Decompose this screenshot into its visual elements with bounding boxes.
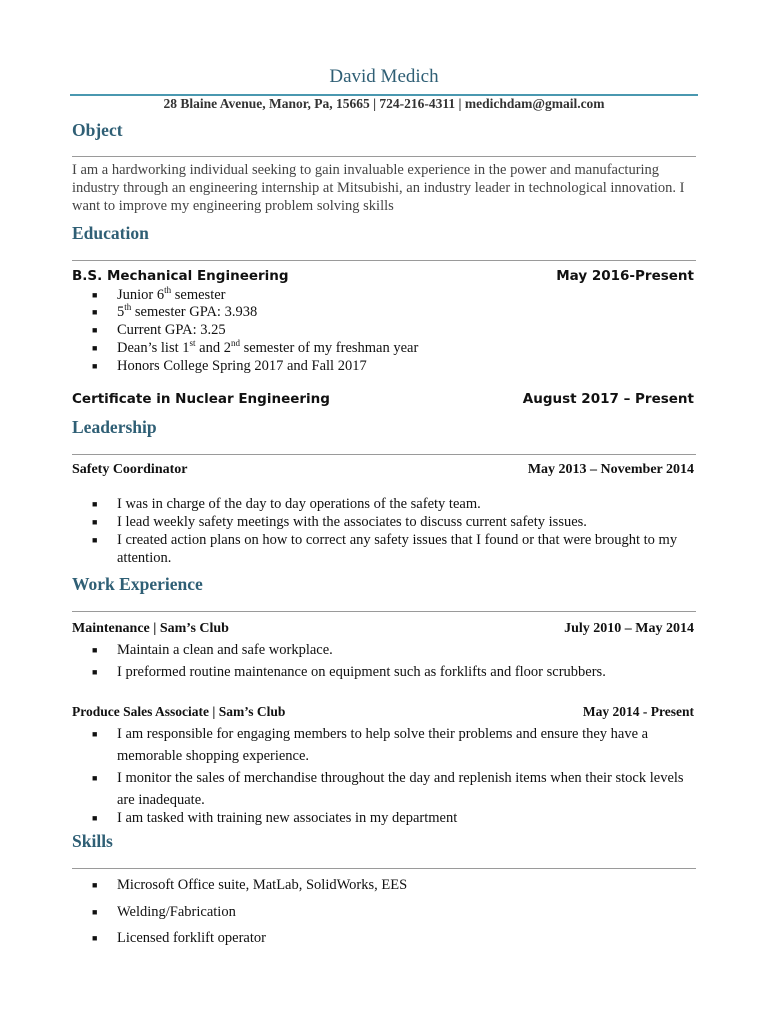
- certificate-dates: August 2017 – Present: [522, 391, 694, 407]
- list-item: ■ I preformed routine maintenance on equipment such as forklifts and floor scrubbers.: [92, 664, 606, 680]
- list-item: ■ I lead weekly safety meetings with the associates to discuss current safety issues.: [92, 514, 587, 530]
- bullet-icon: ■: [92, 933, 98, 943]
- bullet-icon: ■: [92, 343, 98, 353]
- contact-line: 28 Blaine Avenue, Manor, Pa, 15665 | 724-216-4311 | medichdam@gmail.com: [163, 96, 605, 111]
- objective-text: I am a hardworking individual seeking to gain invaluable experience in the power and manufacturing industry through an engineering internship at Mitsubishi, an industry leader in technological innovation. I want to improve my engineering problem solving skills: [72, 162, 685, 214]
- bullet-icon: ■: [92, 729, 98, 739]
- list-item: ■ Current GPA: 3.25: [92, 322, 226, 338]
- leadership-role: Safety Coordinator: [72, 462, 188, 477]
- bullet-icon: ■: [92, 907, 98, 917]
- section-title-leadership: Leadership: [72, 417, 157, 437]
- degree-title: B.S. Mechanical Engineering: [72, 268, 289, 284]
- bullet-icon: ■: [92, 325, 98, 335]
- section-divider-skills: [72, 868, 696, 869]
- section-title-work: Work Experience: [72, 574, 203, 594]
- job-title-produce: Produce Sales Associate | Sam’s Club: [72, 704, 286, 719]
- list-item: ■ Microsoft Office suite, MatLab, SolidWorks, EES: [92, 877, 408, 893]
- bullet-icon: ■: [92, 307, 98, 317]
- job-title-maintenance: Maintenance | Sam’s Club: [72, 621, 229, 636]
- section-divider-work: [72, 611, 696, 612]
- list-item: ■ Honors College Spring 2017 and Fall 2017: [92, 358, 367, 374]
- bullet-icon: ■: [92, 361, 98, 371]
- degree-dates: May 2016-Present: [556, 268, 694, 284]
- section-title-object: Object: [72, 120, 123, 140]
- job-dates-maintenance: July 2010 – May 2014: [564, 621, 694, 636]
- leadership-dates: May 2013 – November 2014: [527, 462, 694, 477]
- bullet-icon: ■: [92, 290, 98, 300]
- bullet-icon: ■: [92, 499, 98, 509]
- certificate-title: Certificate in Nuclear Engineering: [72, 391, 330, 407]
- list-item: ■ Welding/Fabrication: [92, 904, 236, 920]
- section-title-skills: Skills: [72, 831, 113, 851]
- list-item: ■ I was in charge of the day to day operations of the safety team.: [92, 496, 481, 512]
- list-item: ■ I am tasked with training new associates in my department: [92, 810, 458, 826]
- section-divider-object: [72, 156, 696, 157]
- list-item: ■ Licensed forklift operator: [92, 930, 266, 946]
- list-item: ■ Maintain a clean and safe workplace.: [92, 642, 333, 658]
- list-item: ■ 5th semester GPA: 3.938: [92, 302, 258, 320]
- resume-name: David Medich: [329, 66, 439, 87]
- bullet-icon: ■: [92, 880, 98, 890]
- bullet-icon: ■: [92, 667, 98, 677]
- list-item: ■ I created action plans on how to correct any safety issues that I found or that were brought to my attention.: [92, 532, 678, 566]
- list-item: ■ I am responsible for engaging members to help solve their problems and ensure they have a memorable shopping experience.: [92, 723, 692, 767]
- section-title-education: Education: [72, 223, 149, 243]
- bullet-icon: ■: [92, 645, 98, 655]
- bullet-icon: ■: [92, 517, 98, 527]
- bullet-icon: ■: [92, 773, 98, 783]
- list-item: ■ Junior 6th semester: [92, 285, 226, 303]
- job-dates-produce: May 2014 - Present: [582, 704, 694, 719]
- bullet-icon: ■: [92, 813, 98, 823]
- section-divider-education: [72, 260, 696, 261]
- bullet-icon: ■: [92, 535, 98, 545]
- list-item: ■ I monitor the sales of merchandise throughout the day and replenish items when their stock levels are inadequate.: [92, 767, 692, 811]
- list-item: ■ Dean’s list 1st and 2nd semester of my freshman year: [92, 338, 419, 356]
- section-divider-leadership: [72, 454, 696, 455]
